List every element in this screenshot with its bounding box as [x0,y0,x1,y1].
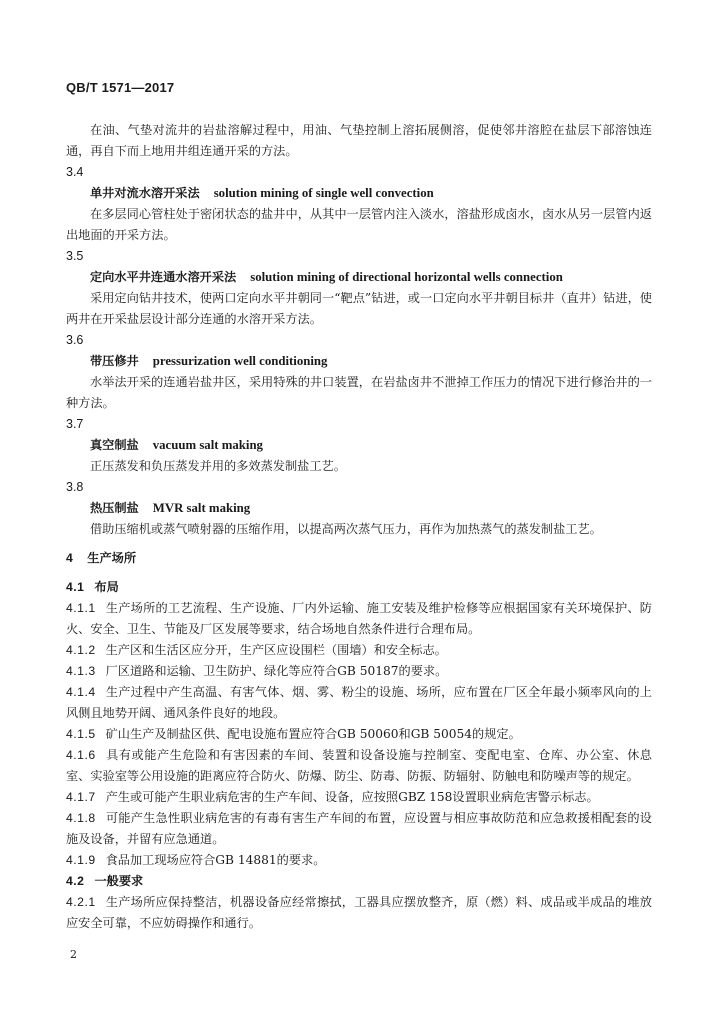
clause-number: 4.1.7 [66,790,96,804]
clause-number: 4.1.9 [66,853,96,867]
term-title [66,498,652,519]
subsection-title: 一般要求 [94,874,144,888]
term-english: pressurization well conditioning [152,354,328,368]
paragraph: 借助压缩机或蒸气喷射器的压缩作用，以提高两次蒸气压力，再作为加热蒸气的蒸发制盐工艺。 [90,522,602,536]
subsection-number: 4.1 [66,580,85,594]
clause-number: 4.2.1 [66,895,96,909]
term-number: 3.5 [66,249,84,263]
clause [66,787,652,808]
clause [66,850,652,871]
term-chinese: 单井对流水溶开采法 [90,186,200,200]
term-title [66,183,652,204]
term-chinese: 热压制盐 [90,501,139,515]
term-number: 3.7 [66,417,84,431]
clause-number: 4.1.2 [66,643,96,657]
term-english: solution mining of single well convection [213,186,434,200]
term-number: 3.4 [66,165,84,179]
clause-number: 4.1.3 [66,664,96,678]
term-title [66,351,652,372]
clause-number: 4.1.4 [66,685,96,699]
section-number: 4 [66,551,74,565]
clause [66,640,652,661]
document-body [66,120,652,934]
clause [66,661,652,682]
term-chinese: 定向水平井连通水溶开采法 [90,270,237,284]
term-title [66,435,652,456]
clause-number: 4.1.6 [66,748,96,762]
clause-text: 食品加工现场应符合GB 14881的要求。 [105,853,326,867]
clause-text: 可能产生急性职业病危害的有毒有害生产车间的布置，应设置与相应事故防范和应急救援相配套的设施及设备，并留有应急通道。 [66,811,652,846]
clause [66,598,652,640]
term-title [66,267,652,288]
clause-text: 具有或能产生危险和有害因素的车间、装置和设备设施与控制室、变配电室、仓库、办公室、休息室、实验室等公用设施的距离应符合防火、防爆、防尘、防毒、防振、防辐射、防触电和防噪声等的规定。 [66,748,652,783]
paragraph: 水举法开采的连通岩盐井区，采用特殊的井口装置，在岩盐卤井不泄掉工作压力的情况下进行修治井的一种方法。 [66,375,652,410]
clause-text: 矿山生产及制盐区供、配电设施布置应符合GB 50060和GB 50054的规定。 [105,727,521,741]
term-english: solution mining of directional horizontal wells connection [250,270,563,284]
clause-text: 生产场所应保持整洁，机器设备应经常擦拭，工器具应摆放整齐，原（燃）料、成品或半成品的堆放应安全可靠，不应妨碍操作和通行。 [66,895,652,930]
paragraph: 采用定向钻井技术，使两口定向水平井朝同一“靶点”钻进，或一口定向水平井朝目标井（直井）钻进，使两井在开采盐层设计部分连通的水溶开采方法。 [66,291,652,326]
clause-number: 4.1.5 [66,727,96,741]
paragraph: 正压蒸发和负压蒸发并用的多效蒸发制盐工艺。 [90,459,346,473]
clause [66,808,652,850]
subsection-heading [66,577,652,598]
clause-text: 生产过程中产生高温、有害气体、烟、雾、粉尘的设施、场所，应布置在厂区全年最小频率风向的上风侧且地势开阔、通风条件良好的地段。 [66,685,652,720]
term-number: 3.6 [66,333,84,347]
subsection-title: 布局 [94,580,119,594]
clause [66,745,652,787]
page-number: 2 [70,948,77,961]
subsection-number: 4.2 [66,874,85,888]
term-number: 3.8 [66,480,84,494]
term-chinese: 带压修井 [90,354,139,368]
clause-number: 4.1.1 [66,601,96,615]
subsection-heading [66,871,652,892]
clause [66,682,652,724]
clause [66,892,652,934]
clause-text: 厂区道路和运输、卫生防护、绿化等应符合GB 50187的要求。 [105,664,448,678]
clause-text: 产生或可能产生职业病危害的生产车间、设备，应按照GBZ 158设置职业病危害警示标志。 [105,790,599,804]
section-heading [66,548,652,569]
clause-text: 生产区和生活区应分开，生产区应设围栏（围墙）和安全标志。 [105,643,447,657]
term-chinese: 真空制盐 [90,438,139,452]
clause-number: 4.1.8 [66,811,96,825]
clause [66,724,652,745]
standard-code-header: QB/T 1571—2017 [66,80,175,95]
paragraph: 在油、气垫对流井的岩盐溶解过程中，用油、气垫控制上溶拓展侧溶，促使邻井溶腔在盐层下部溶蚀连通，再自下而上地用井组连通开采的方法。 [66,123,652,158]
clause-text: 生产场所的工艺流程、生产设施、厂内外运输、施工安装及维护检修等应根据国家有关环境保护、防火、安全、卫生、节能及厂区发展等要求，结合场地自然条件进行合理布局。 [66,601,652,636]
term-english: MVR salt making [152,501,251,515]
section-title: 生产场所 [87,551,137,565]
term-english: vacuum salt making [152,438,263,452]
paragraph: 在多层同心管柱处于密闭状态的盐井中，从其中一层管内注入淡水，溶盐形成卤水，卤水从另一层管内返出地面的开采方法。 [66,207,652,242]
